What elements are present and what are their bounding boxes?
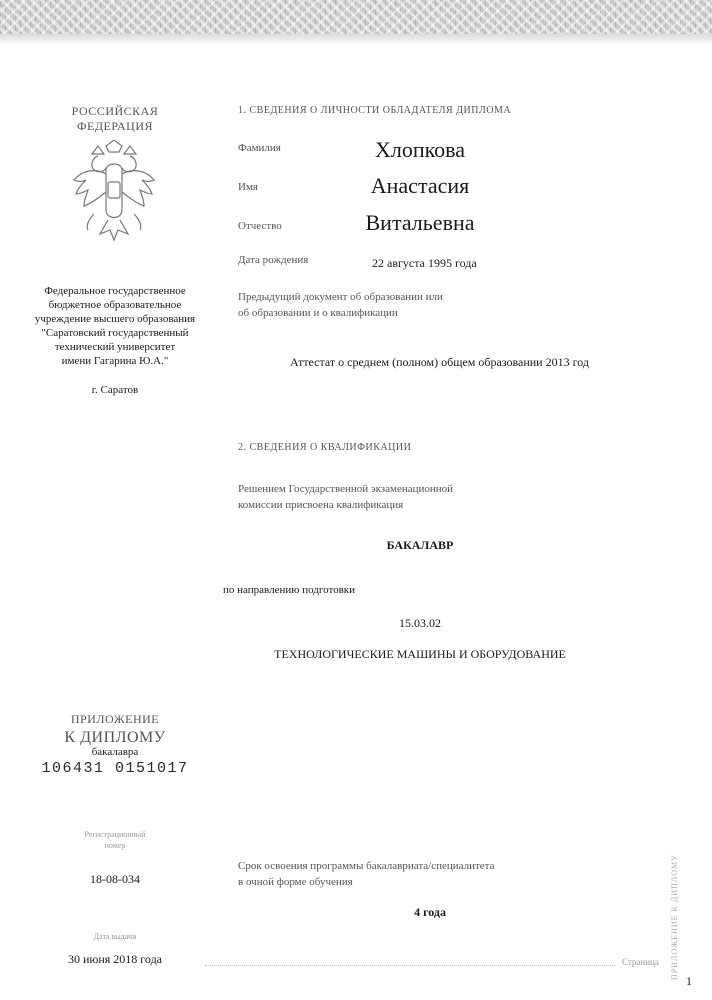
country-name — [48, 104, 182, 134]
direction-label: по направлению подготовки — [223, 584, 356, 596]
issue-date-label: Дата выдачи — [93, 932, 137, 941]
duration-label-line-2: в очной форме обучения — [238, 876, 353, 888]
surname-label: Фамилия — [238, 142, 281, 154]
direction-code: 15.03.02 — [399, 616, 441, 630]
issue-date: 30 июня 2018 года — [67, 952, 163, 966]
direction-name: ТЕХНОЛОГИЧЕСКИЕ МАШИНЫ И ОБОРУДОВАНИЕ — [274, 647, 566, 661]
dob-label: Дата рождения — [238, 254, 309, 266]
institution-name — [22, 284, 208, 368]
name-value: Анастасия — [370, 173, 470, 198]
page-number: 1 — [686, 974, 692, 988]
institution-line-4: "Саратовский государственный — [41, 327, 189, 339]
registration-label-line-2: номер — [104, 841, 126, 850]
registration-label — [22, 829, 208, 851]
previous-document-label — [238, 289, 443, 321]
registration-label-line-1: Регистрационный — [84, 830, 146, 839]
name-label: Имя — [238, 181, 258, 193]
previous-document-label-line-2: об образовании и о квалификации — [238, 307, 398, 319]
security-pattern-fade — [0, 34, 712, 46]
institution-line-5: технический университет — [54, 341, 176, 353]
patronymic-label: Отчество — [238, 220, 282, 232]
institution-line-6: имени Гагарина Ю.А." — [61, 355, 169, 367]
country-line-1: РОССИЙСКАЯ — [71, 104, 159, 118]
vertical-margin-text: ПРИЛОЖЕНИЕ К ДИПЛОМУ — [670, 854, 679, 980]
country-line-2: ФЕДЕРАЦИЯ — [77, 119, 153, 133]
duration-value: 4 года — [414, 905, 446, 919]
decision-line-2: комиссии присвоена квалификация — [238, 499, 404, 511]
qualification-value: БАКАЛАВР — [386, 538, 454, 552]
decision-text — [238, 481, 453, 513]
institution-line-3: учреждение высшего образования — [34, 313, 196, 325]
supplement-title-line-2: К ДИПЛОМУ — [64, 729, 166, 746]
previous-document-label-line-1: Предыдущий документ об образовании или — [238, 291, 443, 303]
page-label: Страница — [622, 957, 659, 967]
institution-line-2: бюджетное образовательное — [48, 299, 182, 311]
city: г. Саратов — [91, 384, 139, 396]
previous-document-value: Аттестат о среднем (полном) общем образовании 2013 год — [290, 355, 589, 369]
coat-of-arms-icon — [64, 140, 164, 252]
section-2-heading: 2. СВЕДЕНИЯ О КВАЛИФИКАЦИИ — [238, 442, 412, 453]
degree-level: бакалавра — [91, 746, 139, 758]
dob-value: 22 августа 1995 года — [372, 256, 477, 270]
document-number: 106431 0151017 — [41, 760, 189, 777]
footer-rule — [205, 965, 615, 966]
duration-label — [238, 858, 495, 890]
decision-line-1: Решением Государственной экзаменационной — [238, 483, 454, 495]
patronymic-value: Витальевна — [365, 210, 475, 235]
surname-value: Хлопкова — [374, 137, 466, 162]
section-1-heading: 1. СВЕДЕНИЯ О ЛИЧНОСТИ ОБЛАДАТЕЛЯ ДИПЛОМА — [238, 105, 512, 116]
institution-line-1: Федеральное государственное — [44, 285, 186, 297]
registration-number: 18-08-034 — [90, 872, 140, 886]
duration-label-line-1: Срок освоения программы бакалавриата/специалитета — [238, 860, 495, 872]
supplement-title-line-1: ПРИЛОЖЕНИЕ — [70, 712, 160, 726]
